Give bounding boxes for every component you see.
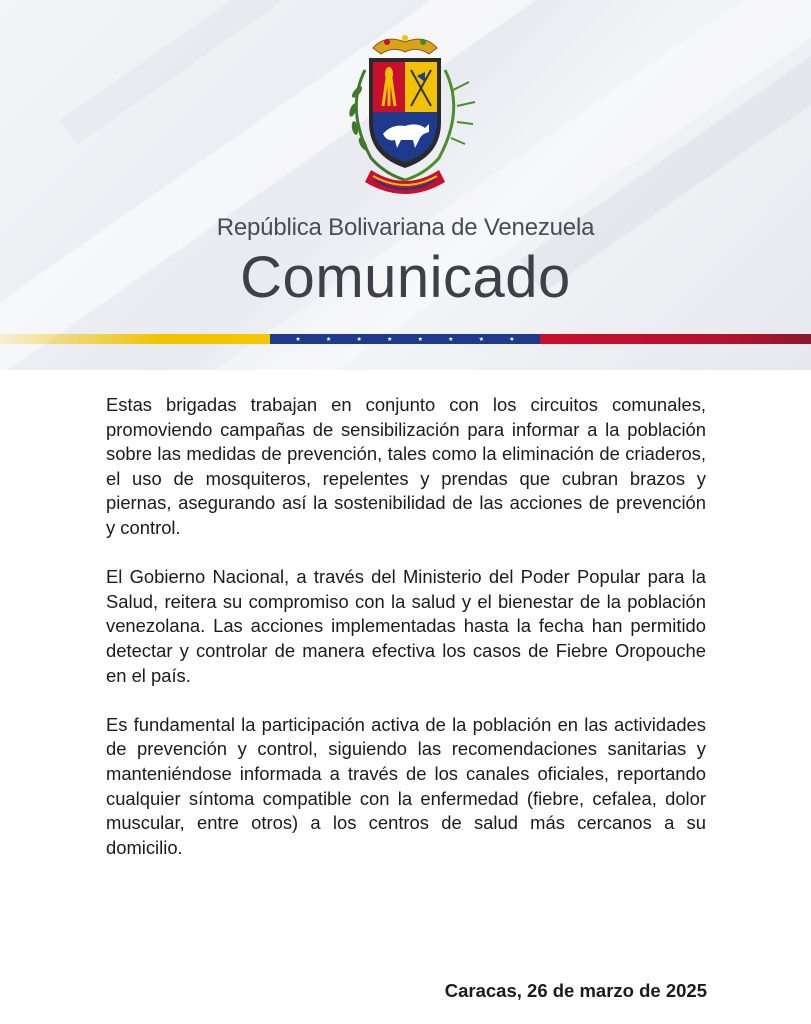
flag-band: [0, 334, 811, 344]
star-icon: [387, 337, 392, 342]
page-title: Comunicado: [240, 245, 571, 310]
star-icon: [326, 337, 331, 342]
paragraph: Es fundamental la participación activa de la población en las actividades de prevención y control, siguiendo las recomendaciones sanitarias y manteniéndose informada a través de los canales oficiales, reportando cualquier síntoma compatible con la enfermedad (fiebre, cefalea, dolor muscular, entre otros) a los centros de salud más cercanos a su domicilio.: [106, 713, 706, 858]
communique-body: [106, 393, 706, 885]
flag-red-stripe: [540, 334, 811, 344]
star-icon: [357, 337, 362, 342]
decorative-stripe: [200, 0, 811, 370]
header-banner: [0, 0, 811, 370]
star-icon: [418, 337, 423, 342]
star-icon: [448, 337, 453, 342]
star-icon: [509, 337, 514, 342]
flag-yellow-stripe: [0, 334, 270, 344]
republic-name: República Bolivariana de Venezuela: [216, 214, 595, 241]
paragraph: Estas brigadas trabajan en conjunto con los circuitos comunales, promoviendo campañas de sensibilización para informar a la población sobre las medidas de prevención, tales como la eliminación de criaderos, el uso de mosquiteros, repelentes y prendas que cubran brazos y piernas, asegurando así la sostenibilidad de las acciones de prevención y control.: [106, 394, 706, 538]
star-icon: [479, 337, 484, 342]
paragraph: El Gobierno Nacional, a través del Ministerio del Poder Popular para la Salud, reitera su compromiso con la salud y el bienestar de la población venezolana. Las acciones implementadas hasta la fecha han permitido detectar y controlar de manera efectiva los casos de Fiebre Oropouche en el país.: [106, 566, 706, 686]
date-line: Caracas, 26 de marzo de 2025: [444, 980, 707, 1001]
star-icon: [296, 337, 301, 342]
flag-stars: [270, 334, 540, 344]
coat-of-arms-icon: [325, 30, 485, 200]
